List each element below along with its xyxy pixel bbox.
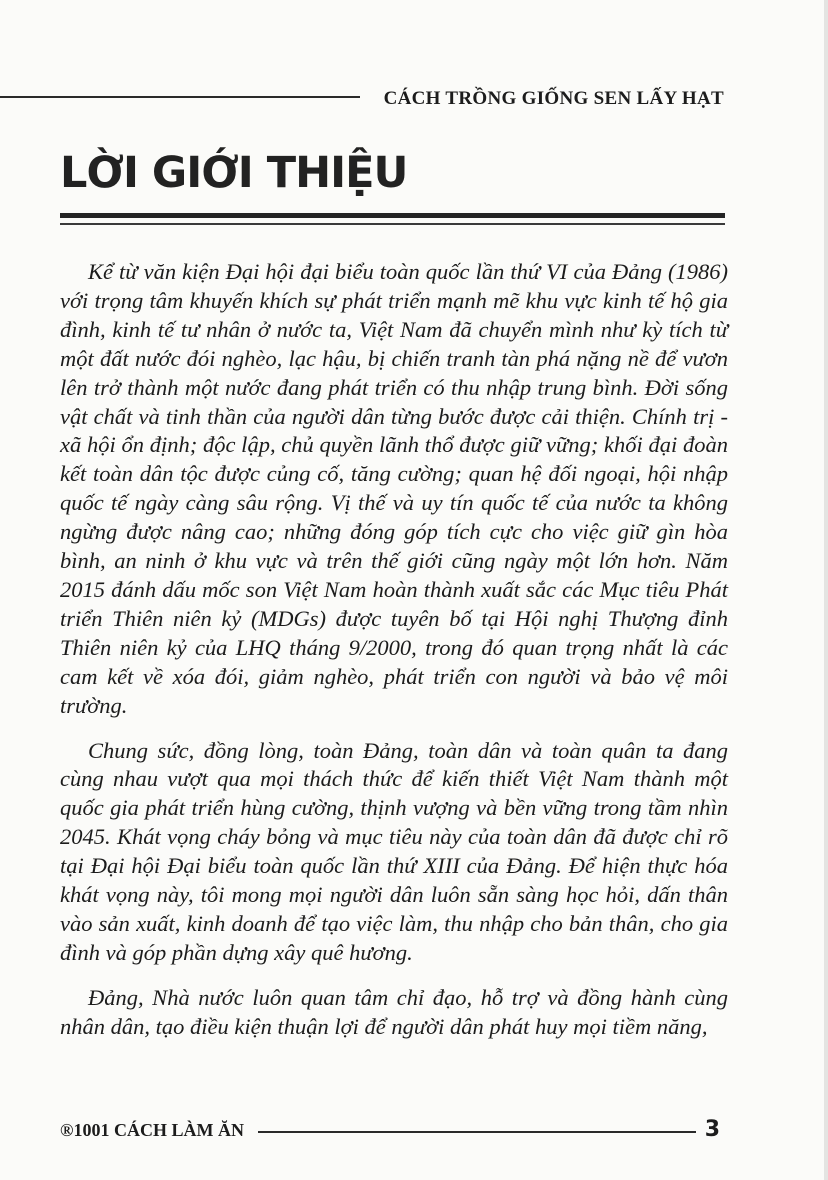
header-rule — [0, 96, 360, 98]
body-text — [60, 258, 728, 1042]
page-edge-shadow — [824, 0, 828, 1180]
footer-series-title: ®1001 CÁCH LÀM ĂN — [60, 1120, 244, 1140]
page-number: 3 — [704, 1117, 720, 1142]
title-underline-thin — [60, 223, 725, 225]
paragraph-1: Kể từ văn kiện Đại hội đại biểu toàn quốc lần thứ VI của Đảng (1986) với trọng tâm khuyến khích sự phát triển mạnh mẽ khu vực kinh tế hộ gia đình, kinh tế tư nhân ở nước ta, Việt Nam đã chuyển mình như kỳ tích từ một đất nước đói nghèo, lạc hậu, bị chiến tranh tàn phá nặng nề để vươn lên trở thành một nước đang phát triển có thu nhập trung bình. Đời sống vật chất và tinh thần của người dân từng bước được cải thiện. Chính trị - xã hội ổn định; độc lập, chủ quyền lãnh thổ được giữ vững; khối đại đoàn kết toàn dân tộc được củng cố, tăng cường; quan hệ đối ngoại, hội nhập quốc tế ngày càng sâu rộng. Vị thế và uy tín quốc tế của nước ta không ngừng được nâng cao; những đóng góp tích cực cho việc giữ gìn hòa bình, an ninh ở khu vực và trên thế giới cũng ngày một lớn hơn. Năm 2015 đánh dấu mốc son Việt Nam hoàn thành xuất sắc các Mục tiêu Phát triển Thiên niên kỷ (MDGs) được tuyên bố tại Hội nghị Thượng đỉnh Thiên niên kỷ của LHQ tháng 9/2000, trong đó quan trọng nhất là các cam kết về xóa đói, giảm nghèo, phát triển con người và bảo vệ môi trường. — [60, 259, 728, 718]
section-title: LỜI GIỚI THIỆU — [60, 148, 408, 198]
running-header-title: CÁCH TRỒNG GIỐNG SEN LẤY HẠT — [383, 88, 724, 109]
paragraph-2: Chung sức, đồng lòng, toàn Đảng, toàn dân và toàn quân ta đang cùng nhau vượt qua mọi thách thức để kiến thiết Việt Nam thành một quốc gia phát triển hùng cường, thịnh vượng và bền vững trong tầm nhìn 2045. Khát vọng cháy bỏng và mục tiêu này của toàn dân đã được chỉ rõ tại Đại hội Đại biểu toàn quốc lần thứ XIII của Đảng. Để hiện thực hóa khát vọng này, tôi mong mọi người dân luôn sẵn sàng học hỏi, dấn thân vào sản xuất, kinh doanh để tạo việc làm, thu nhập cho bản thân, cho gia đình và góp phần dựng xây quê hương. — [60, 737, 728, 965]
title-underline-thick — [60, 213, 725, 218]
footer-rule — [258, 1131, 696, 1133]
paragraph-3: Đảng, Nhà nước luôn quan tâm chỉ đạo, hỗ trợ và đồng hành cùng nhân dân, tạo điều kiện thuận lợi để người dân phát huy mọi tiềm năng, — [60, 984, 728, 1039]
